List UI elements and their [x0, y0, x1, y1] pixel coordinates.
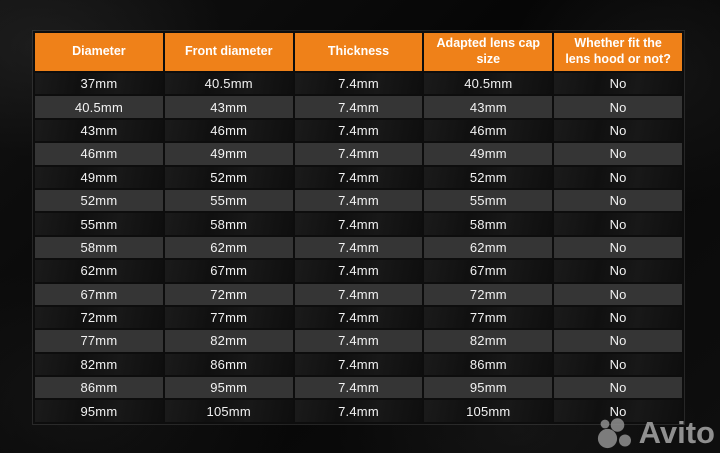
column-header: Adapted lens cap size	[423, 32, 553, 72]
table-cell: 40.5mm	[164, 72, 294, 95]
table-row	[34, 142, 683, 165]
table-cell: 86mm	[164, 353, 294, 376]
table-cell: 49mm	[164, 142, 294, 165]
table-cell: 105mm	[164, 399, 294, 422]
table-cell: 58mm	[164, 212, 294, 235]
table-header-row	[34, 32, 683, 72]
table-cell: 62mm	[423, 236, 553, 259]
table-cell: 7.4mm	[294, 283, 424, 306]
table-cell: 62mm	[34, 259, 164, 282]
table-cell: 82mm	[164, 329, 294, 352]
lens-filter-spec-table	[33, 31, 684, 424]
column-header: Diameter	[34, 32, 164, 72]
table-cell: 67mm	[164, 259, 294, 282]
table-cell: 7.4mm	[294, 189, 424, 212]
table-row	[34, 72, 683, 95]
table-cell: 52mm	[423, 166, 553, 189]
table-cell: No	[553, 72, 683, 95]
table-cell: 7.4mm	[294, 236, 424, 259]
table-cell: No	[553, 283, 683, 306]
table-row	[34, 259, 683, 282]
column-header: Thickness	[294, 32, 424, 72]
table-cell: No	[553, 353, 683, 376]
table-cell: 86mm	[34, 376, 164, 399]
table-cell: 95mm	[164, 376, 294, 399]
table-row	[34, 119, 683, 142]
table-cell: No	[553, 189, 683, 212]
table-cell: No	[553, 376, 683, 399]
table-row	[34, 283, 683, 306]
table-cell: 7.4mm	[294, 259, 424, 282]
table-cell: 40.5mm	[423, 72, 553, 95]
table-cell: No	[553, 95, 683, 118]
table-cell: No	[553, 212, 683, 235]
table-row	[34, 376, 683, 399]
column-header: Front diameter	[164, 32, 294, 72]
table-cell: No	[553, 329, 683, 352]
table-row	[34, 329, 683, 352]
table-cell: No	[553, 399, 683, 422]
column-header: Whether fit the lens hood or not?	[553, 32, 683, 72]
table-cell: 7.4mm	[294, 212, 424, 235]
table-row	[34, 212, 683, 235]
table-row	[34, 166, 683, 189]
table-cell: 55mm	[164, 189, 294, 212]
avito-brand-text: Avito	[638, 415, 715, 450]
table-cell: 37mm	[34, 72, 164, 95]
table-cell: 46mm	[164, 119, 294, 142]
table-cell: 62mm	[164, 236, 294, 259]
table-cell: 52mm	[164, 166, 294, 189]
table-cell: 7.4mm	[294, 376, 424, 399]
table-row	[34, 306, 683, 329]
table-cell: 67mm	[423, 259, 553, 282]
table-cell: 43mm	[34, 119, 164, 142]
table-cell: 7.4mm	[294, 95, 424, 118]
table-cell: 52mm	[34, 189, 164, 212]
table-cell: 49mm	[423, 142, 553, 165]
table-cell: 72mm	[423, 283, 553, 306]
table-cell: 82mm	[34, 353, 164, 376]
table-cell: 7.4mm	[294, 119, 424, 142]
table-cell: 95mm	[423, 376, 553, 399]
table-cell: 82mm	[423, 329, 553, 352]
table-row	[34, 189, 683, 212]
table-cell: 49mm	[34, 166, 164, 189]
table-cell: 43mm	[423, 95, 553, 118]
table-cell: 67mm	[34, 283, 164, 306]
table-cell: 77mm	[34, 329, 164, 352]
table-cell: No	[553, 259, 683, 282]
table-cell: No	[553, 166, 683, 189]
table-cell: 77mm	[164, 306, 294, 329]
table-cell: 7.4mm	[294, 399, 424, 422]
table-cell: 55mm	[34, 212, 164, 235]
table-row	[34, 353, 683, 376]
table-cell: 95mm	[34, 399, 164, 422]
table-cell: 43mm	[164, 95, 294, 118]
table-cell: 58mm	[34, 236, 164, 259]
table-row	[34, 399, 683, 422]
table-cell: No	[553, 142, 683, 165]
table-cell: 46mm	[423, 119, 553, 142]
table-cell: No	[553, 236, 683, 259]
table-cell: 7.4mm	[294, 353, 424, 376]
table-cell: 72mm	[34, 306, 164, 329]
table-row	[34, 95, 683, 118]
table-cell: 55mm	[423, 189, 553, 212]
table-cell: 7.4mm	[294, 329, 424, 352]
table-cell: 7.4mm	[294, 166, 424, 189]
table-cell: 7.4mm	[294, 306, 424, 329]
table-row	[34, 236, 683, 259]
table-cell: 7.4mm	[294, 142, 424, 165]
table-cell: 86mm	[423, 353, 553, 376]
table-cell: 46mm	[34, 142, 164, 165]
table-cell: 77mm	[423, 306, 553, 329]
table-cell: No	[553, 306, 683, 329]
spec-table-container	[33, 31, 684, 424]
table-cell: 72mm	[164, 283, 294, 306]
table-cell: 40.5mm	[34, 95, 164, 118]
table-cell: No	[553, 119, 683, 142]
table-cell: 58mm	[423, 212, 553, 235]
table-cell: 105mm	[423, 399, 553, 422]
table-cell: 7.4mm	[294, 72, 424, 95]
